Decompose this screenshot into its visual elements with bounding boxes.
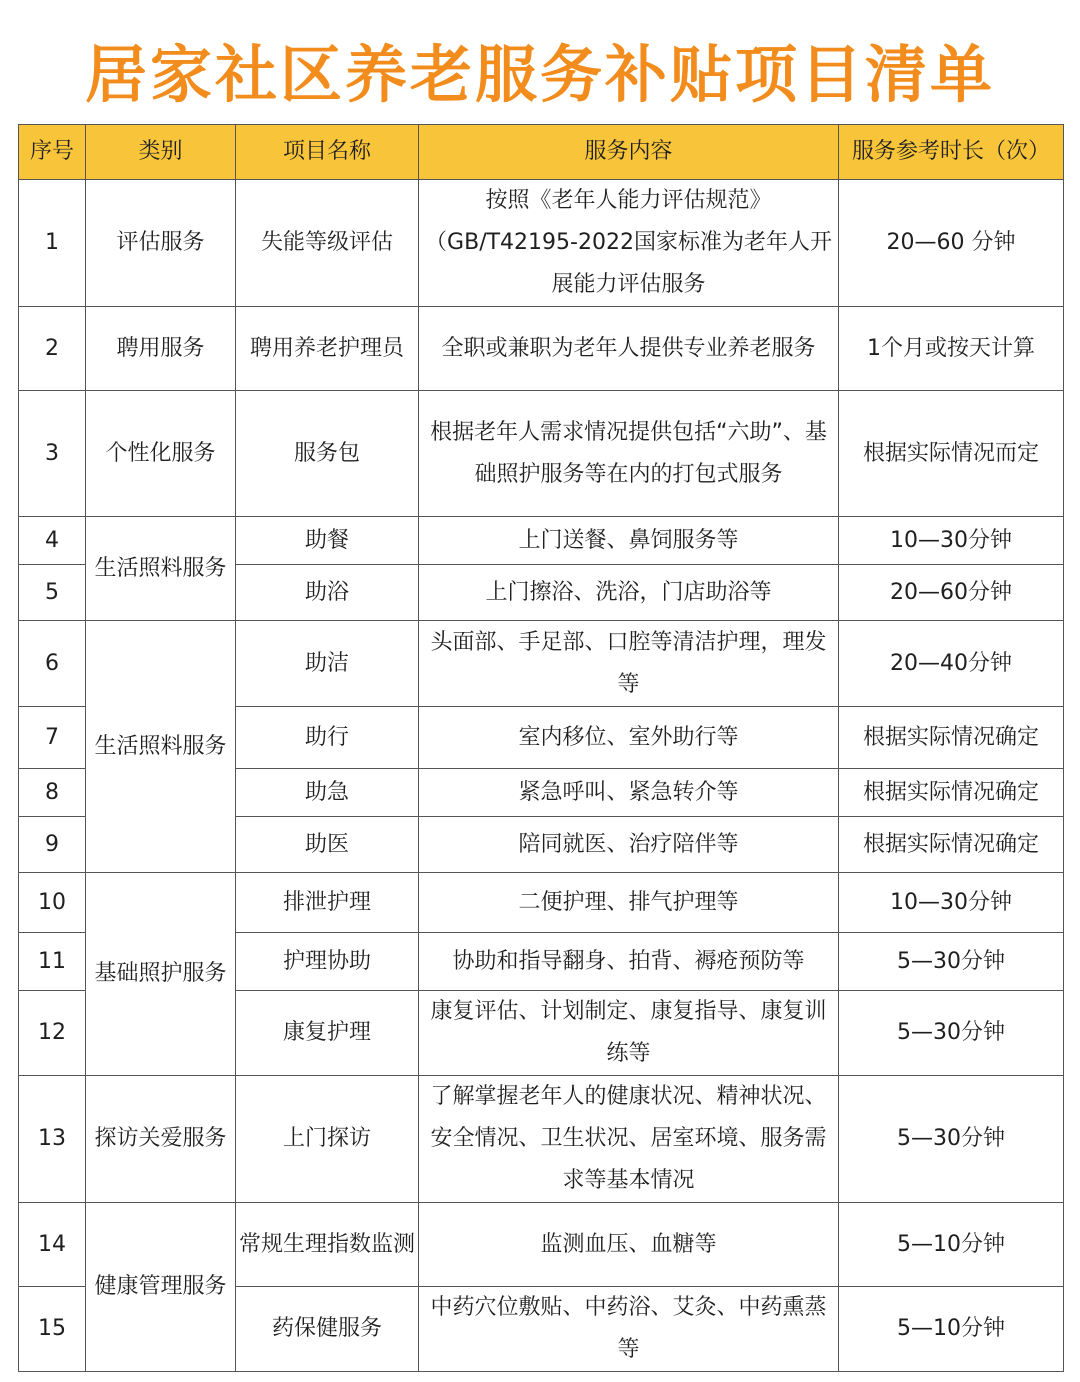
row-content: 协助和指导翻身、拍背、褥疮预防等 <box>419 933 839 991</box>
table-header-row <box>19 125 1064 180</box>
category-cell: 健康管理服务 <box>86 1203 236 1372</box>
row-name: 康复护理 <box>236 991 419 1076</box>
row-duration: 20—40分钟 <box>839 621 1064 707</box>
category-cell: 评估服务 <box>86 180 236 307</box>
row-no: 14 <box>19 1203 86 1287</box>
category-cell: 基础照护服务 <box>86 873 236 1076</box>
row-no: 8 <box>19 769 86 817</box>
header-no: 序号 <box>19 125 86 180</box>
row-duration: 20—60分钟 <box>839 565 1064 621</box>
category-cell: 生活照料服务 <box>86 621 236 873</box>
table-row <box>19 180 1064 307</box>
row-duration: 20—60 分钟 <box>839 180 1064 307</box>
row-duration: 5—10分钟 <box>839 1203 1064 1287</box>
row-no: 7 <box>19 707 86 769</box>
row-name: 排泄护理 <box>236 873 419 933</box>
row-duration: 根据实际情况而定 <box>839 391 1064 517</box>
row-duration: 1个月或按天计算 <box>839 307 1064 391</box>
page-title: 居家社区养老服务补贴项目清单 <box>84 38 995 111</box>
row-name: 失能等级评估 <box>236 180 419 307</box>
row-content: 二便护理、排气护理等 <box>419 873 839 933</box>
category-cell: 个性化服务 <box>86 391 236 517</box>
row-duration: 根据实际情况确定 <box>839 707 1064 769</box>
row-no: 5 <box>19 565 86 621</box>
row-no: 11 <box>19 933 86 991</box>
row-name: 助餐 <box>236 517 419 565</box>
row-no: 2 <box>19 307 86 391</box>
row-duration: 根据实际情况确定 <box>839 769 1064 817</box>
row-name: 助医 <box>236 817 419 873</box>
row-content: 上门擦浴、洗浴，门店助浴等 <box>419 565 839 621</box>
row-name: 药保健服务 <box>236 1287 419 1372</box>
row-content: 紧急呼叫、紧急转介等 <box>419 769 839 817</box>
category-cell: 探访关爱服务 <box>86 1076 236 1203</box>
row-duration: 5—30分钟 <box>839 1076 1064 1203</box>
table-row <box>19 307 1064 391</box>
row-content: 全职或兼职为老年人提供专业养老服务 <box>419 307 839 391</box>
row-no: 12 <box>19 991 86 1076</box>
row-duration: 5—30分钟 <box>839 933 1064 991</box>
row-no: 9 <box>19 817 86 873</box>
table-row <box>19 391 1064 517</box>
row-no: 13 <box>19 1076 86 1203</box>
row-name: 助浴 <box>236 565 419 621</box>
row-duration: 根据实际情况确定 <box>839 817 1064 873</box>
row-no: 1 <box>19 180 86 307</box>
row-content: 中药穴位敷贴、中药浴、艾灸、中药熏蒸等 <box>419 1287 839 1372</box>
row-name: 助行 <box>236 707 419 769</box>
table-row <box>19 1076 1064 1203</box>
header-category: 类别 <box>86 125 236 180</box>
row-content: 上门送餐、鼻饲服务等 <box>419 517 839 565</box>
header-duration: 服务参考时长（次） <box>839 125 1064 180</box>
row-content: 监测血压、血糖等 <box>419 1203 839 1287</box>
row-name: 助洁 <box>236 621 419 707</box>
row-content: 康复评估、计划制定、康复指导、康复训练等 <box>419 991 839 1076</box>
row-name: 上门探访 <box>236 1076 419 1203</box>
subsidy-table <box>18 124 1064 1372</box>
row-no: 4 <box>19 517 86 565</box>
row-content: 陪同就医、治疗陪伴等 <box>419 817 839 873</box>
row-name: 服务包 <box>236 391 419 517</box>
category-cell: 聘用服务 <box>86 307 236 391</box>
row-content: 按照《老年人能力评估规范》（GB/T42195-2022国家标准为老年人开展能力评估服务 <box>419 180 839 307</box>
row-content: 室内移位、室外助行等 <box>419 707 839 769</box>
category-cell: 生活照料服务 <box>86 517 236 621</box>
row-no: 10 <box>19 873 86 933</box>
row-no: 6 <box>19 621 86 707</box>
table-row <box>19 1203 1064 1287</box>
row-no: 15 <box>19 1287 86 1372</box>
row-duration: 5—30分钟 <box>839 991 1064 1076</box>
table-row <box>19 621 1064 707</box>
row-name: 助急 <box>236 769 419 817</box>
row-content: 根据老年人需求情况提供包括“六助”、基础照护服务等在内的打包式服务 <box>419 391 839 517</box>
table-row <box>19 873 1064 933</box>
row-name: 护理协助 <box>236 933 419 991</box>
row-no: 3 <box>19 391 86 517</box>
row-content: 头面部、手足部、口腔等清洁护理，理发等 <box>419 621 839 707</box>
row-content: 了解掌握老年人的健康状况、精神状况、安全情况、卫生状况、居室环境、服务需求等基本情况 <box>419 1076 839 1203</box>
row-duration: 10—30分钟 <box>839 517 1064 565</box>
row-duration: 5—10分钟 <box>839 1287 1064 1372</box>
row-duration: 10—30分钟 <box>839 873 1064 933</box>
row-name: 常规生理指数监测 <box>236 1203 419 1287</box>
table-row <box>19 517 1064 565</box>
row-name: 聘用养老护理员 <box>236 307 419 391</box>
header-name: 项目名称 <box>236 125 419 180</box>
header-content: 服务内容 <box>419 125 839 180</box>
